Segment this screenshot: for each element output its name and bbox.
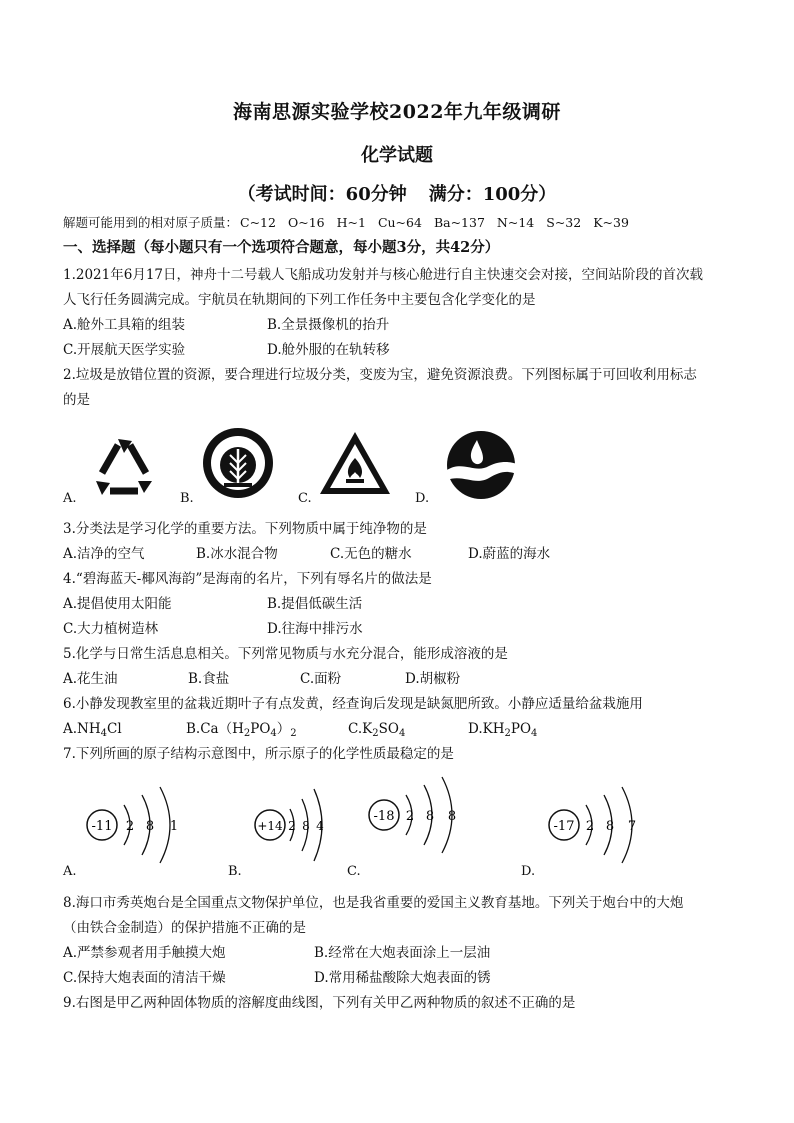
q3-option-a: A.洁净的空气 xyxy=(63,546,145,562)
q4-option-a: A.提倡使用太阳能 xyxy=(63,596,172,612)
q2-option-b: B. xyxy=(180,491,194,506)
q1-option-b: B.全景摄像机的抬升 xyxy=(267,317,390,333)
question-2-stem-cont: 的是 xyxy=(63,392,90,408)
nucleus-charge: -11 xyxy=(91,819,113,834)
formula-part: Cl xyxy=(107,721,122,737)
mass-item: N~14 xyxy=(496,215,535,230)
shell-electrons: 2 xyxy=(585,819,595,834)
question-8-stem-cont: （由铁合金制造）的保护措施不正确的是 xyxy=(63,920,306,936)
atom-diagram-a xyxy=(84,785,194,865)
mass-item: C~12 xyxy=(240,215,276,230)
q7-option-c: C. xyxy=(347,864,361,879)
q5-option-b: B.食盐 xyxy=(188,671,230,687)
q2-option-d: D. xyxy=(415,491,430,506)
question-1-stem: 1.2021年6月17日，神舟十二号载人飞船成功发射并与核心舱进行自主快速交会对接，空间站阶段的首次载 xyxy=(63,267,704,283)
formula-part: D.KH xyxy=(468,721,505,737)
q4-option-d: D.往海中排污水 xyxy=(267,621,363,637)
recycle-icon xyxy=(88,437,160,499)
q6-option-c xyxy=(348,720,405,743)
shell-electrons: 2 xyxy=(125,819,135,834)
q7-option-d: D. xyxy=(521,864,536,879)
formula-subscript: 4 xyxy=(531,728,538,739)
exam-title: 海南思源实验学校2022年九年级调研 xyxy=(233,101,561,123)
formula-subscript: 2 xyxy=(290,728,297,739)
question-7-stem: 7.下列所画的原子结构示意图中，所示原子的化学性质最稳定的是 xyxy=(63,746,454,762)
shell-electrons: 2 xyxy=(405,809,415,824)
q8-option-b: B.经常在大炮表面涂上一层油 xyxy=(314,945,491,961)
nucleus-charge: -17 xyxy=(553,819,575,834)
formula-subscript: 2 xyxy=(243,728,251,739)
shell-electrons: 7 xyxy=(627,819,637,834)
mass-item: H~1 xyxy=(336,215,366,230)
shell-electrons: 8 xyxy=(447,809,457,824)
q3-option-c: C.无色的糖水 xyxy=(330,546,412,562)
exam-subject: 化学试题 xyxy=(361,145,433,166)
formula-part: C.K xyxy=(348,721,373,737)
atom-diagram-d xyxy=(546,785,656,865)
formula-part: SO xyxy=(378,721,399,737)
q5-option-d: D.胡椒粉 xyxy=(405,671,461,687)
atom-diagram-c xyxy=(366,775,476,855)
green-food-seal-icon xyxy=(200,425,276,501)
shell-electrons: 8 xyxy=(145,819,155,834)
shell-electrons: 1 xyxy=(169,819,179,834)
q6-option-a xyxy=(63,720,122,743)
q8-option-a: A.严禁参观者用手触摸大炮 xyxy=(63,945,226,961)
formula-subscript: 4 xyxy=(100,728,108,739)
question-8-stem: 8.海口市秀英炮台是全国重点文物保护单位，也是我省重要的爱国主义教育基地。下列关于炮台中的大炮 xyxy=(63,895,684,911)
mass-item: Ba~137 xyxy=(433,215,485,230)
question-6-stem: 6.小静发现教室里的盆栽近期叶子有点发黄，经查询后发现是缺氮肥所致。小静应适量给盆栽施用 xyxy=(63,696,643,712)
shell-electrons: 8 xyxy=(302,819,310,833)
question-9-stem: 9.右图是甲乙两种固体物质的溶解度曲线图，下列有关甲乙两种物质的叙述不正确的是 xyxy=(63,995,576,1011)
water-saving-icon xyxy=(441,430,521,500)
q3-option-d: D.蔚蓝的海水 xyxy=(468,546,551,562)
formula-part: PO xyxy=(250,721,271,737)
full-score: 满分：100分） xyxy=(428,184,557,205)
formula-part: A.NH xyxy=(63,721,101,737)
formula-part: ） xyxy=(276,721,291,737)
question-1-stem-cont: 人飞行任务圆满完成。宇航员在轨期间的下列工作任务中主要包含化学变化的是 xyxy=(63,292,536,308)
formula-subscript: 4 xyxy=(398,728,406,739)
formula-subscript: 2 xyxy=(504,728,511,739)
shell-electrons: 2 xyxy=(288,819,296,833)
q2-option-a: A. xyxy=(63,491,77,506)
exam-info xyxy=(0,180,794,206)
q6-option-b xyxy=(186,720,297,743)
q7-option-a: A. xyxy=(63,864,77,879)
question-5-stem: 5.化学与日常生活息息相关。下列常见物质与水充分混合，能形成溶液的是 xyxy=(63,646,508,662)
atomic-masses-label: 解题可能用到的相对原子质量： xyxy=(63,215,239,230)
q3-option-b: B.冰水混合物 xyxy=(196,546,278,562)
mass-item: K~39 xyxy=(593,215,629,230)
q7-option-b: B. xyxy=(228,864,242,879)
section-heading: 一、选择题（每小题只有一个选项符合题意，每小题3分，共42分） xyxy=(63,239,500,256)
q4-option-c: C.大力植树造林 xyxy=(63,621,159,637)
formula-subscript: 4 xyxy=(270,728,277,739)
formula-subscript: 2 xyxy=(372,728,379,739)
mass-item: O~16 xyxy=(287,215,325,230)
shell-electrons: 4 xyxy=(316,819,324,833)
shell-electrons: 8 xyxy=(605,819,615,834)
formula-part: PO xyxy=(510,721,532,737)
flammable-warning-icon xyxy=(318,430,392,496)
mass-item: S~32 xyxy=(546,215,582,230)
q6-option-d xyxy=(468,720,537,743)
atomic-masses xyxy=(63,214,641,232)
shell-electrons: 8 xyxy=(425,809,435,824)
q5-option-a: A.花生油 xyxy=(63,671,118,687)
q1-option-c: C.开展航天医学实验 xyxy=(63,342,186,358)
atom-diagram-b xyxy=(252,785,342,865)
q4-option-b: B.提倡低碳生活 xyxy=(267,596,363,612)
nucleus-charge: +14 xyxy=(257,819,283,833)
question-2-stem: 2.垃圾是放错位置的资源，要合理进行垃圾分类，变废为宝，避免资源浪费。下列图标属于可回收利用标志 xyxy=(63,367,697,383)
exam-time: （考试时间：60分钟 xyxy=(237,184,407,205)
question-3-stem: 3.分类法是学习化学的重要方法。下列物质中属于纯净物的是 xyxy=(63,521,427,537)
q8-option-c: C.保持大炮表面的清洁干燥 xyxy=(63,970,226,986)
q8-option-d: D.常用稀盐酸除大炮表面的锈 xyxy=(314,970,491,986)
nucleus-charge: -18 xyxy=(373,809,395,824)
q1-option-d: D.舱外服的在轨转移 xyxy=(267,342,390,358)
formula-part: B.Ca（H xyxy=(186,721,244,737)
question-4-stem: 4.“碧海蓝天-椰风海韵”是海南的名片，下列有辱名片的做法是 xyxy=(63,571,432,587)
q1-option-a: A.舱外工具箱的组装 xyxy=(63,317,186,333)
q5-option-c: C.面粉 xyxy=(300,671,342,687)
mass-item: Cu~64 xyxy=(377,215,422,230)
q2-option-c: C. xyxy=(298,491,312,506)
